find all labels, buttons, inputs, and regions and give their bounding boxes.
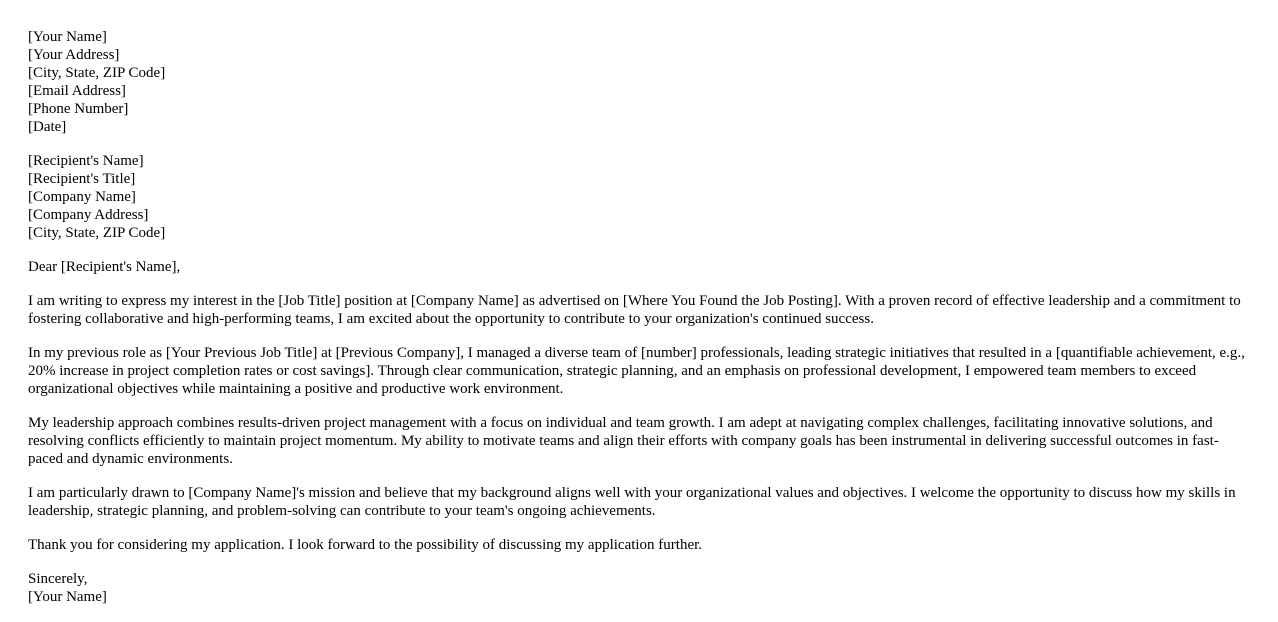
cover-letter — [28, 28, 1250, 622]
closing-signature-name: [Your Name] — [28, 589, 107, 605]
recipient-name: [Recipient's Name] — [28, 153, 144, 169]
recipient-title: [Recipient's Title] — [28, 171, 136, 187]
paragraph-introduction: I am writing to express my interest in the [Job Title] position at [Company Name] as advertised on [Where You Found the Job Posting]. With a proven record of effective leadership and a commitment to fostering collaborative and high-performing teams, I am excited about the opportunity to contribute to your organization's continued success. — [28, 293, 1241, 327]
paragraph-company-fit: I am particularly drawn to [Company Name]'s mission and believe that my background aligns well with your organizational values and objectives. I welcome the opportunity to discuss how my skills in leadership, strategic planning, and problem-solving can contribute to your team's ongoing achievements. — [28, 485, 1236, 519]
letter-date: [Date] — [28, 119, 67, 135]
sender-phone: [Phone Number] — [28, 101, 129, 117]
closing-sincerely: Sincerely, — [28, 571, 88, 587]
sender-email: [Email Address] — [28, 83, 126, 99]
recipient-company-name: [Company Name] — [28, 189, 136, 205]
recipient-city-state-zip: [City, State, ZIP Code] — [28, 225, 166, 241]
salutation: Dear [Recipient's Name], — [28, 259, 181, 275]
paragraph-previous-role: In my previous role as [Your Previous Job Title] at [Previous Company], I managed a diverse team of [number] professionals, leading strategic initiatives that resulted in a [quantifiable achievement, e.g., 20% increase in project completion rates or cost savings]. Through clear communication, strategic planning, and an emphasis on professional development, I empowered team members to exceed organizational objectives while maintaining a positive and productive work environment. — [28, 345, 1245, 397]
sender-address-block — [28, 28, 1250, 136]
sender-address: [Your Address] — [28, 47, 120, 63]
sender-name: [Your Name] — [28, 29, 107, 45]
paragraph-thank-you: Thank you for considering my application. I look forward to the possibility of discussing my application further. — [28, 537, 703, 553]
recipient-address-block — [28, 152, 1250, 242]
paragraph-leadership-approach: My leadership approach combines results-driven project management with a focus on individual and team growth. I am adept at navigating complex challenges, facilitating innovative solutions, and resolving conflicts efficiently to maintain project momentum. My ability to motivate teams and align their efforts with company goals has been instrumental in delivering successful outcomes in fast-paced and dynamic environments. — [28, 415, 1219, 467]
sender-city-state-zip: [City, State, ZIP Code] — [28, 65, 166, 81]
recipient-company-address: [Company Address] — [28, 207, 149, 223]
